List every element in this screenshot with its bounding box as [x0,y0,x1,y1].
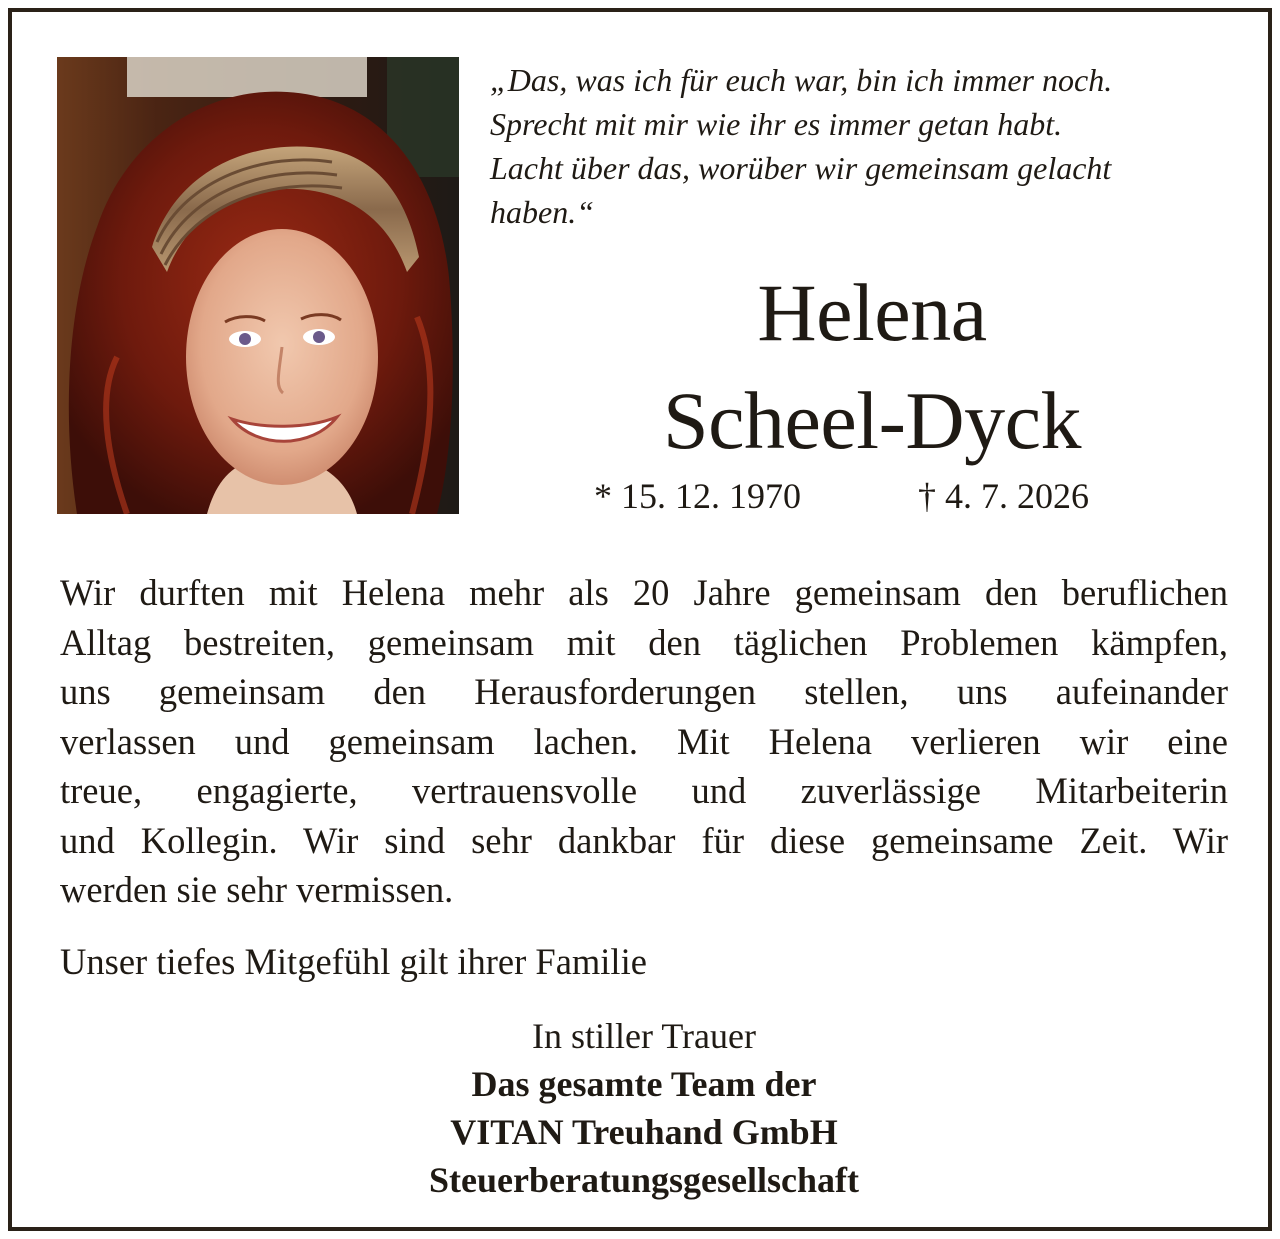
tribute-line: Wir durften mit Helena mehr als 20 Jahre gemeinsam den beruflichen [60,572,1228,613]
signature-block [12,1012,1276,1204]
tribute-line: Alltag bestreiten, gemeinsam mit den täglichen Problemen kämpfen, [60,621,1228,663]
signature-intro: In stiller Trauer [532,1016,756,1056]
tribute-line: werden sie sehr vermissen. [60,869,454,910]
birth-date: * 15. 12. 1970 [594,476,801,516]
tribute-line: und Kollegin. Wir sind sehr dankbar für diese gemeinsame Zeit. Wir [60,819,1228,861]
obituary-notice [8,8,1272,1231]
portrait-image [57,57,459,514]
quote-line: Sprecht mit mir wie ihr es immer getan habt. [490,106,1063,142]
tribute-line: treue, engagierte, vertrauensvolle und zuverlässige Mitarbeiterin [60,770,1228,811]
memorial-quote [490,58,1260,234]
sympathy-line: Unser tiefes Mitgefühl gilt ihrer Familie [60,941,647,982]
signature-company: VITAN Treuhand GmbH [450,1112,838,1152]
signature-team: Das gesamte Team der [471,1064,817,1104]
quote-line: haben.“ [490,194,594,230]
quote-line: „Das, was ich für euch war, bin ich immer noch. [490,62,1113,98]
quote-line: Lacht über das, worüber wir gemeinsam gelacht [490,150,1112,186]
tribute-paragraph [60,568,1228,915]
deceased-last-name: Scheel-Dyck [663,375,1081,466]
deceased-first-name: Helena [757,267,987,358]
tribute-line: uns gemeinsam den Herausforderungen stellen, uns aufeinander [60,671,1228,712]
death-date: † 4. 7. 2026 [918,476,1089,516]
signature-company-type: Steuerberatungsgesellschaft [429,1160,859,1200]
tribute-line: verlassen und gemeinsam lachen. Mit Helena verlieren wir eine [60,720,1228,762]
portrait-photo [57,57,459,514]
